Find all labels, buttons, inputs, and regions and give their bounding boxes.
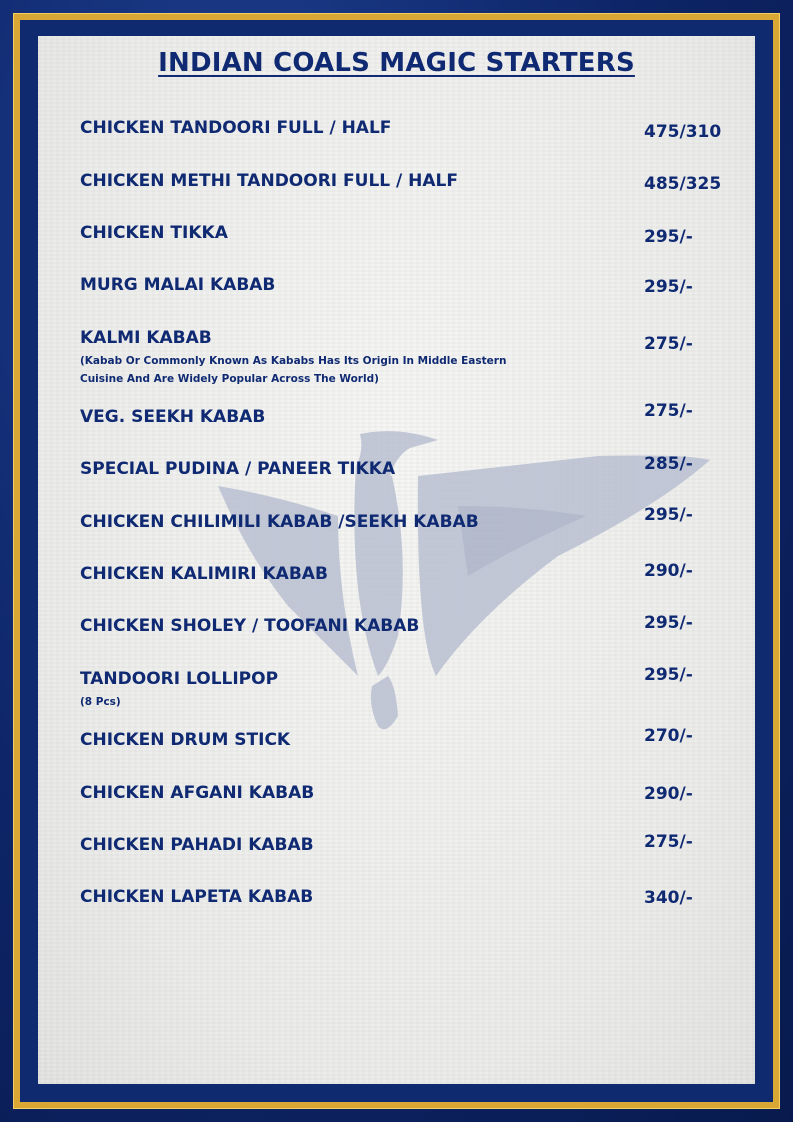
menu-item-description: (Kabab Or Commonly Known As Kababs Has Its Origin In Middle Eastern Cuisine And Are Widely Popular Across The World) bbox=[80, 355, 507, 385]
menu-item-name: CHICKEN KALIMIRI KABAB bbox=[80, 564, 328, 584]
menu-item-price: 295/- bbox=[644, 227, 693, 247]
menu-item-name: VEG. SEEKH KABAB bbox=[80, 407, 266, 427]
menu-page bbox=[38, 36, 755, 1084]
menu-item-name: CHICKEN AFGANI KABAB bbox=[80, 783, 315, 803]
menu-item-price: 290/- bbox=[644, 561, 693, 581]
menu-item-price: 295/- bbox=[644, 505, 693, 525]
menu-item-name: KALMI KABAB bbox=[80, 328, 212, 348]
menu-item-name: MURG MALAI KABAB bbox=[80, 275, 276, 295]
menu-item-price: 295/- bbox=[644, 665, 693, 685]
menu-item-name: CHICKEN LAPETA KABAB bbox=[80, 887, 314, 907]
menu-item-name: CHICKEN DRUM STICK bbox=[80, 730, 291, 750]
menu-item-name: CHICKEN SHOLEY / TOOFANI KABAB bbox=[80, 616, 420, 636]
menu-item-name: CHICKEN CHILIMILI KABAB /SEEKH KABAB bbox=[80, 512, 479, 532]
menu-item-price: 285/- bbox=[644, 454, 693, 474]
menu-title: INDIAN COALS MAGIC STARTERS bbox=[158, 48, 635, 78]
menu-item-description: (8 Pcs) bbox=[80, 696, 121, 708]
menu-item-name: CHICKEN TIKKA bbox=[80, 223, 228, 243]
menu-item-price: 270/- bbox=[644, 726, 693, 746]
menu-item-price: 275/- bbox=[644, 832, 693, 852]
menu-item-name: TANDOORI LOLLIPOP bbox=[80, 669, 279, 689]
menu-item-price: 275/- bbox=[644, 401, 693, 421]
menu-item-name: CHICKEN METHI TANDOORI FULL / HALF bbox=[80, 171, 459, 191]
menu-item-price: 295/- bbox=[644, 613, 693, 633]
menu-item-price: 275/- bbox=[644, 334, 693, 354]
menu-item-name: SPECIAL PUDINA / PANEER TIKKA bbox=[80, 459, 396, 479]
menu-item-price: 475/310 bbox=[644, 122, 722, 142]
menu-item-name: CHICKEN PAHADI KABAB bbox=[80, 835, 314, 855]
menu-item-price: 485/325 bbox=[644, 174, 722, 194]
menu-item-name: CHICKEN TANDOORI FULL / HALF bbox=[80, 118, 392, 138]
menu-item-price: 340/- bbox=[644, 888, 693, 908]
menu-item-price: 295/- bbox=[644, 277, 693, 297]
menu-item-price: 290/- bbox=[644, 784, 693, 804]
